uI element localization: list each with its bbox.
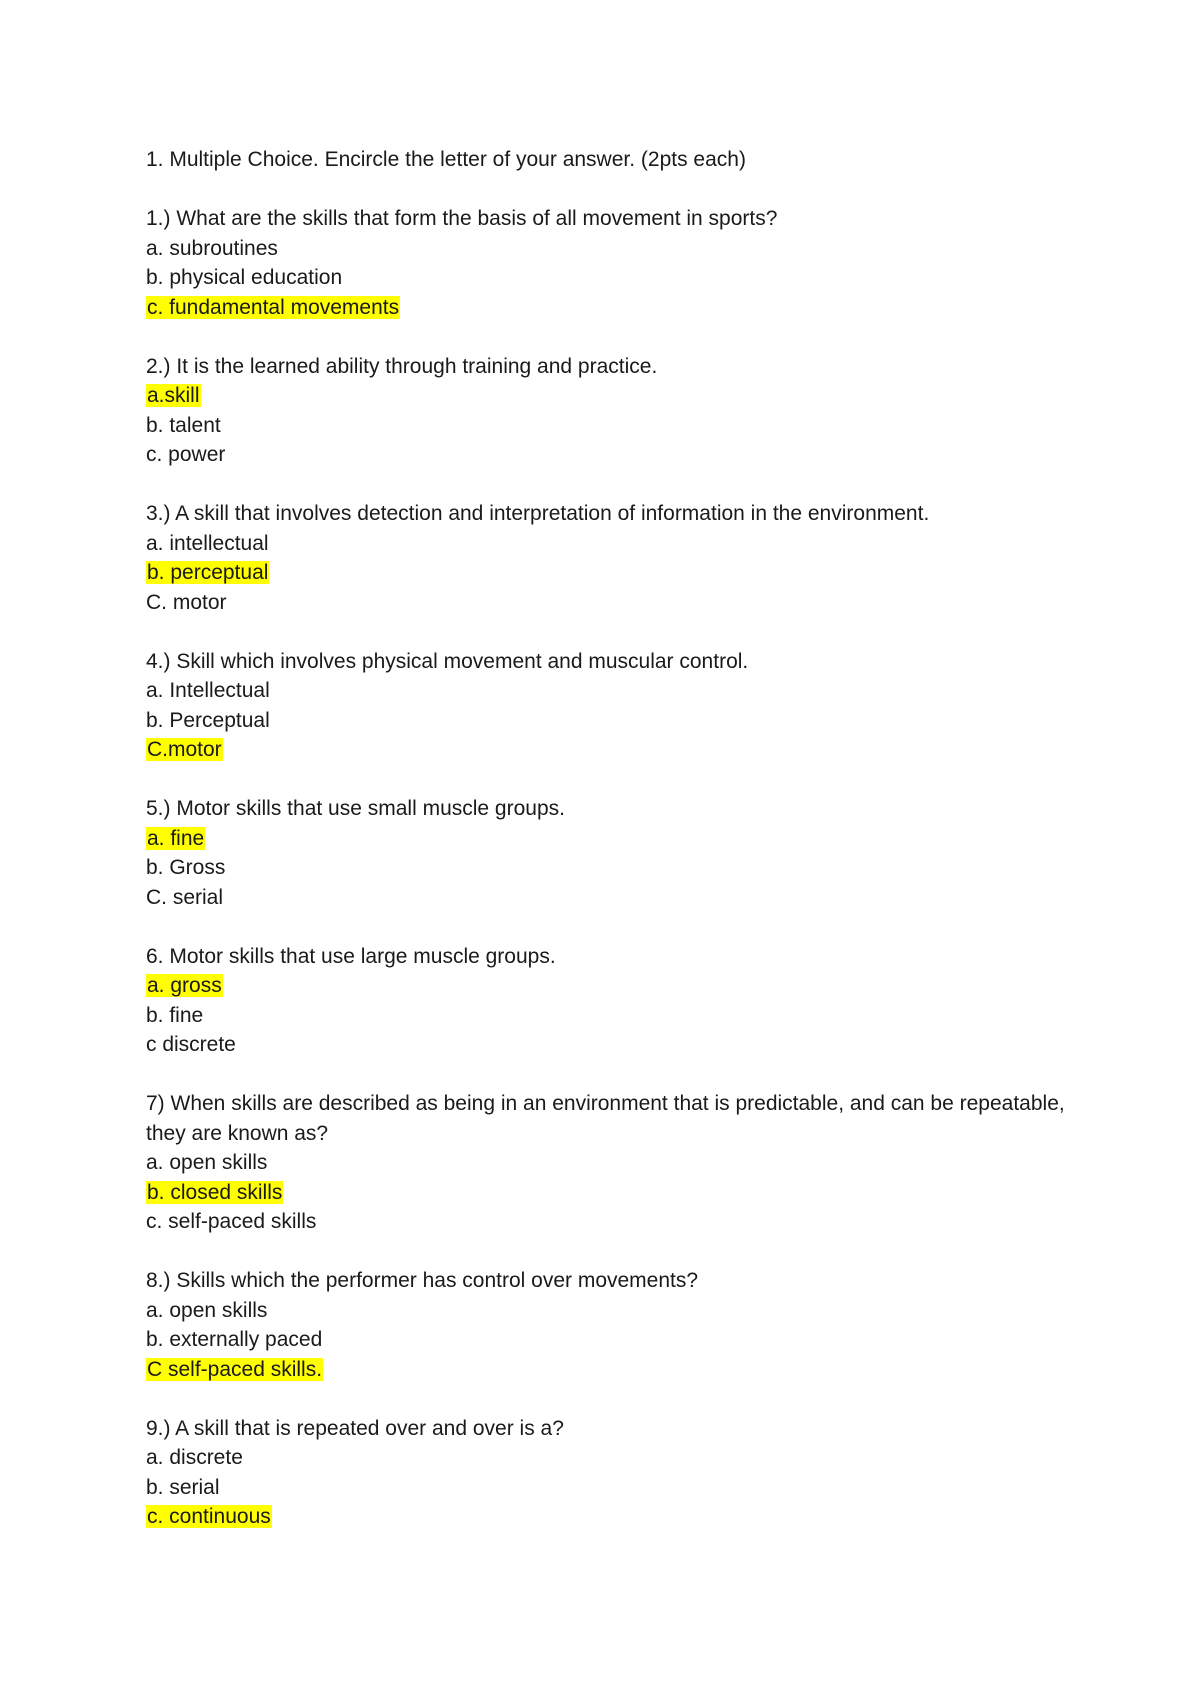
highlighted-answer-option: a.skill — [147, 384, 200, 407]
highlighted-answer-option: b. perceptual — [147, 561, 269, 584]
highlighted-answer-option: C self-paced skills. — [147, 1357, 323, 1381]
question-text: 6. Motor skills that use large muscle groups. — [146, 944, 556, 968]
question-text: 7) When skills are described as being in an environment that is predictable, and can be repeatable, they are known as? — [146, 1092, 1065, 1145]
highlighted-answer-option: C.motor — [147, 738, 222, 761]
answer-option: a. discrete — [146, 1446, 243, 1469]
question-text: 4.) Skill which involves physical movement and muscular control. — [146, 649, 749, 673]
question-text: 2.) It is the learned ability through training and practice. — [146, 354, 658, 378]
answer-option: b. externally paced — [146, 1328, 323, 1351]
answer-option: b. fine — [146, 1003, 204, 1027]
answer-option: c. self-paced skills — [146, 1210, 317, 1233]
answer-option: a. open skills — [146, 1298, 268, 1322]
answer-option: b. Gross — [146, 856, 226, 879]
question-block — [146, 204, 1066, 322]
highlighted-answer-option: c. continuous — [147, 1505, 271, 1528]
highlighted-answer-option: a. fine — [147, 826, 205, 850]
question-list — [146, 204, 1066, 1532]
answer-option: c discrete — [146, 1033, 236, 1056]
answer-option: a. Intellectual — [146, 679, 270, 702]
question-text: 1.) What are the skills that form the basis of all movement in sports? — [146, 207, 778, 230]
answer-option: a. intellectual — [146, 531, 269, 555]
question-block — [146, 794, 1066, 912]
document-page — [146, 145, 1066, 1561]
question-block — [146, 942, 1066, 1060]
question-block — [146, 647, 1066, 765]
answer-option: C. serial — [146, 885, 224, 909]
answer-option: b. serial — [146, 1475, 220, 1499]
question-text: 3.) A skill that involves detection and interpretation of information in the environment. — [146, 502, 930, 525]
answer-option: b. Perceptual — [146, 708, 270, 732]
highlighted-answer-option: a. gross — [147, 974, 222, 997]
question-block — [146, 1414, 1066, 1532]
answer-option: b. talent — [146, 413, 221, 437]
question-text: 9.) A skill that is repeated over and over is a? — [146, 1416, 564, 1440]
question-block — [146, 1089, 1066, 1237]
section-heading: 1. Multiple Choice. Encircle the letter of your answer. (2pts each) — [146, 148, 746, 171]
answer-option: a. subroutines — [146, 236, 278, 260]
answer-option: c. power — [146, 443, 226, 466]
answer-option: a. open skills — [146, 1151, 268, 1174]
question-block — [146, 352, 1066, 470]
question-block — [146, 1266, 1066, 1384]
question-text: 8.) Skills which the performer has control over movements? — [146, 1269, 699, 1292]
answer-option: C. motor — [146, 590, 227, 614]
question-block — [146, 499, 1066, 617]
highlighted-answer-option: c. fundamental movements — [147, 295, 400, 319]
question-text: 5.) Motor skills that use small muscle groups. — [146, 797, 565, 820]
highlighted-answer-option: b. closed skills — [147, 1180, 283, 1204]
answer-option: b. physical education — [146, 266, 343, 289]
